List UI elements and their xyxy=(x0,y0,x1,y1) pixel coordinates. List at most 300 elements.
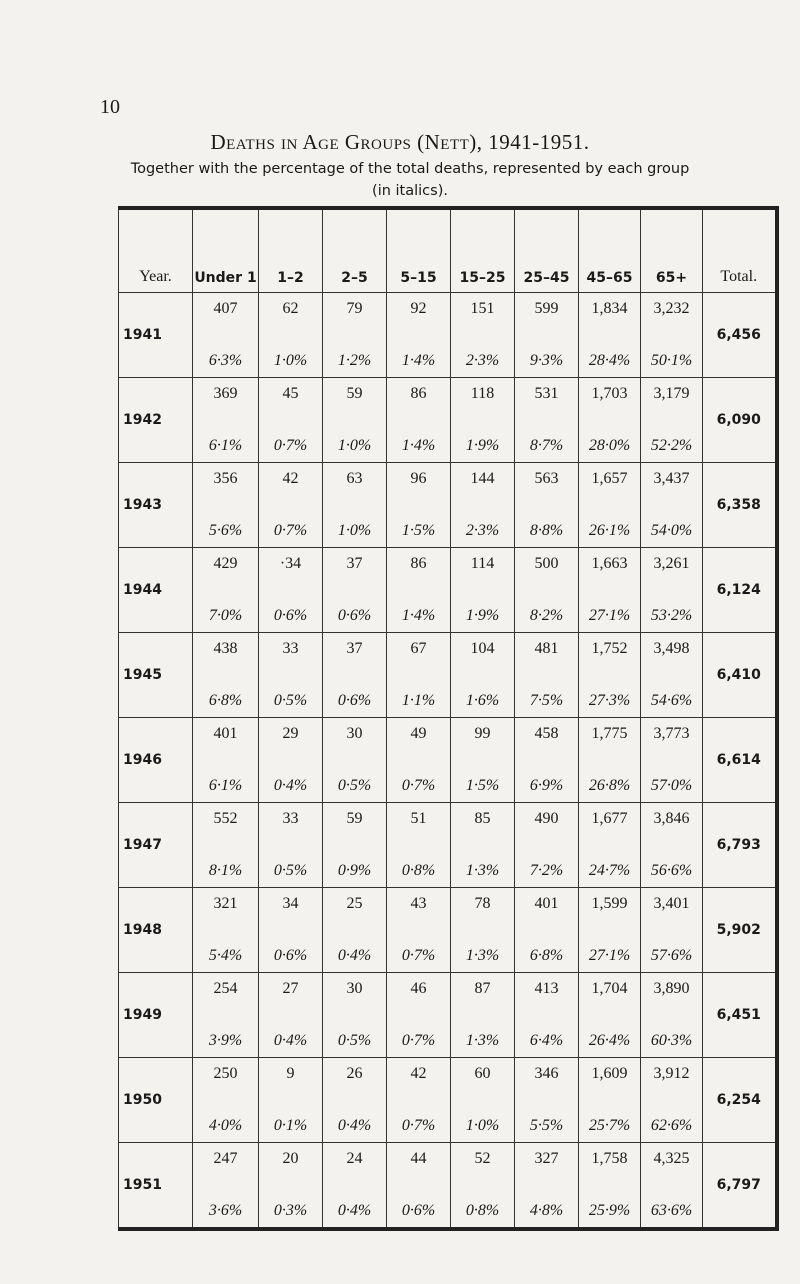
death-count: 254 xyxy=(213,980,238,997)
death-count: 29 xyxy=(282,725,299,742)
data-cell xyxy=(451,463,515,548)
death-percentage: 0·4% xyxy=(273,1032,308,1049)
data-cell xyxy=(579,633,641,718)
data-cell xyxy=(515,548,579,633)
death-percentage: 0·7% xyxy=(401,947,436,964)
death-count: 1,704 xyxy=(591,980,628,997)
data-cell xyxy=(193,463,259,548)
death-count: 45 xyxy=(282,385,299,402)
death-count: 327 xyxy=(534,1150,559,1167)
death-percentage: 1·1% xyxy=(401,692,436,709)
death-count: 407 xyxy=(213,300,238,317)
death-percentage: 1·0% xyxy=(337,522,372,539)
death-count: 24 xyxy=(346,1150,363,1167)
data-cell xyxy=(259,548,323,633)
death-percentage: 5·6% xyxy=(208,522,243,539)
death-percentage: 3·9% xyxy=(208,1032,243,1049)
data-cell xyxy=(323,1058,387,1143)
data-cell xyxy=(451,293,515,378)
death-count: 42 xyxy=(282,470,299,487)
data-cell xyxy=(641,293,703,378)
death-percentage: 0·7% xyxy=(273,437,308,454)
total-cell: 6,124 xyxy=(703,548,777,633)
table-row xyxy=(119,293,777,378)
header-row xyxy=(119,208,777,293)
death-percentage: 8·8% xyxy=(529,522,564,539)
data-cell xyxy=(515,293,579,378)
death-count: 33 xyxy=(282,640,299,657)
death-count: 1,834 xyxy=(591,300,628,317)
death-count: 37 xyxy=(346,555,363,572)
data-cell xyxy=(259,633,323,718)
death-count: 1,599 xyxy=(591,895,628,912)
data-cell xyxy=(193,293,259,378)
death-percentage: 1·9% xyxy=(465,607,500,624)
death-percentage: 6·4% xyxy=(529,1032,564,1049)
data-cell xyxy=(193,378,259,463)
total-cell: 6,797 xyxy=(703,1143,777,1230)
data-cell xyxy=(579,803,641,888)
data-cell xyxy=(515,718,579,803)
total-cell: 6,410 xyxy=(703,633,777,718)
death-count: 250 xyxy=(213,1065,238,1082)
death-percentage: 0·5% xyxy=(273,862,308,879)
header-year: Year. xyxy=(119,208,193,293)
death-count: 3,846 xyxy=(653,810,690,827)
death-count: 1,663 xyxy=(591,555,628,572)
death-count: 346 xyxy=(534,1065,559,1082)
death-percentage: 0·6% xyxy=(337,692,372,709)
death-percentage: 56·6% xyxy=(650,862,693,879)
data-cell xyxy=(641,803,703,888)
data-cell xyxy=(451,973,515,1058)
data-cell xyxy=(451,1058,515,1143)
death-percentage: 1·4% xyxy=(401,607,436,624)
total-cell: 6,793 xyxy=(703,803,777,888)
death-percentage: 4·8% xyxy=(529,1202,564,1219)
death-percentage: 0·6% xyxy=(401,1202,436,1219)
death-percentage: 1·0% xyxy=(465,1117,500,1134)
data-cell xyxy=(579,888,641,973)
death-count: 67 xyxy=(410,640,427,657)
death-count: 52 xyxy=(474,1150,491,1167)
death-percentage: 0·6% xyxy=(273,607,308,624)
year-cell: 1950 xyxy=(119,1058,193,1143)
table-row xyxy=(119,378,777,463)
data-cell xyxy=(387,888,451,973)
total-cell: 6,358 xyxy=(703,463,777,548)
death-count: 79 xyxy=(346,300,363,317)
death-percentage: 26·1% xyxy=(588,522,631,539)
data-cell xyxy=(579,1058,641,1143)
death-percentage: 26·8% xyxy=(588,777,631,794)
data-cell xyxy=(451,718,515,803)
death-count: 563 xyxy=(534,470,559,487)
death-percentage: 6·8% xyxy=(208,692,243,709)
death-count: 3,261 xyxy=(653,555,690,572)
death-percentage: 24·7% xyxy=(588,862,631,879)
data-cell xyxy=(259,463,323,548)
death-count: 118 xyxy=(470,385,495,402)
death-percentage: 28·4% xyxy=(588,352,631,369)
death-count: 87 xyxy=(474,980,491,997)
death-count: 1,657 xyxy=(591,470,628,487)
table-row xyxy=(119,888,777,973)
table-row xyxy=(119,718,777,803)
death-count: 51 xyxy=(410,810,427,827)
death-count: 599 xyxy=(534,300,559,317)
data-cell xyxy=(641,718,703,803)
death-count: 30 xyxy=(346,725,363,742)
death-percentage: 63·6% xyxy=(650,1202,693,1219)
death-percentage: 7·0% xyxy=(208,607,243,624)
page-number: 10 xyxy=(100,96,120,118)
death-count: 438 xyxy=(213,640,238,657)
header-2-5: 2–5 xyxy=(323,208,387,293)
death-percentage: 53·2% xyxy=(650,607,693,624)
data-cell xyxy=(323,293,387,378)
year-cell: 1941 xyxy=(119,293,193,378)
data-cell xyxy=(451,1143,515,1230)
data-cell xyxy=(515,463,579,548)
death-percentage: 2·3% xyxy=(465,352,500,369)
data-cell xyxy=(515,1143,579,1230)
subtitle-line-2: (in italics). xyxy=(372,183,448,199)
subtitle xyxy=(100,158,720,202)
header-15-25: 15–25 xyxy=(451,208,515,293)
death-count: 34 xyxy=(282,895,299,912)
data-cell xyxy=(193,548,259,633)
death-count: 42 xyxy=(410,1065,427,1082)
data-cell xyxy=(451,378,515,463)
death-percentage: 1·2% xyxy=(337,352,372,369)
data-cell xyxy=(579,293,641,378)
death-count: 1,703 xyxy=(591,385,628,402)
death-percentage: 50·1% xyxy=(650,352,693,369)
death-count: 500 xyxy=(534,555,559,572)
death-percentage: 25·9% xyxy=(588,1202,631,1219)
death-percentage: 27·3% xyxy=(588,692,631,709)
header-25-45: 25–45 xyxy=(515,208,579,293)
death-count: 3,401 xyxy=(653,895,690,912)
data-cell xyxy=(259,973,323,1058)
death-percentage: 7·2% xyxy=(529,862,564,879)
data-cell xyxy=(641,463,703,548)
data-cell xyxy=(641,548,703,633)
data-cell xyxy=(387,378,451,463)
death-count: 369 xyxy=(213,385,238,402)
death-count: 37 xyxy=(346,640,363,657)
death-percentage: 6·3% xyxy=(208,352,243,369)
death-percentage: 0·7% xyxy=(273,522,308,539)
death-percentage: 4·0% xyxy=(208,1117,243,1134)
death-count: 26 xyxy=(346,1065,363,1082)
data-cell xyxy=(323,633,387,718)
death-count: 3,232 xyxy=(653,300,690,317)
death-percentage: 8·2% xyxy=(529,607,564,624)
death-percentage: 52·2% xyxy=(650,437,693,454)
death-percentage: 0·9% xyxy=(337,862,372,879)
death-count: 114 xyxy=(470,555,495,572)
death-percentage: 2·3% xyxy=(465,522,500,539)
year-cell: 1947 xyxy=(119,803,193,888)
death-percentage: 1·9% xyxy=(465,437,500,454)
data-cell xyxy=(323,1143,387,1230)
death-percentage: 0·6% xyxy=(337,607,372,624)
death-count: 86 xyxy=(410,555,427,572)
death-count: 321 xyxy=(213,895,238,912)
table-row xyxy=(119,1143,777,1230)
death-count: 1,677 xyxy=(591,810,628,827)
death-percentage: 0·8% xyxy=(465,1202,500,1219)
death-count: 490 xyxy=(534,810,559,827)
data-cell xyxy=(579,973,641,1058)
data-cell xyxy=(641,1143,703,1230)
death-percentage: 9·3% xyxy=(529,352,564,369)
death-count: 63 xyxy=(346,470,363,487)
death-count: 85 xyxy=(474,810,491,827)
data-cell xyxy=(515,633,579,718)
death-count: 33 xyxy=(282,810,299,827)
data-cell xyxy=(515,888,579,973)
death-count: 401 xyxy=(213,725,238,742)
death-percentage: 3·6% xyxy=(208,1202,243,1219)
death-count: 27 xyxy=(282,980,299,997)
data-cell xyxy=(323,973,387,1058)
death-count: 46 xyxy=(410,980,427,997)
death-count: 43 xyxy=(410,895,427,912)
death-percentage: 26·4% xyxy=(588,1032,631,1049)
header-45-65: 45–65 xyxy=(579,208,641,293)
header-under-1: Under 1 xyxy=(193,208,259,293)
death-percentage: 1·4% xyxy=(401,352,436,369)
data-cell xyxy=(579,463,641,548)
death-count: 429 xyxy=(213,555,238,572)
death-percentage: 27·1% xyxy=(588,947,631,964)
death-count: 20 xyxy=(282,1150,299,1167)
death-percentage: 6·8% xyxy=(529,947,564,964)
table-row xyxy=(119,803,777,888)
data-cell xyxy=(259,803,323,888)
death-count: 3,773 xyxy=(653,725,690,742)
death-count: 59 xyxy=(346,385,363,402)
data-cell xyxy=(387,633,451,718)
death-percentage: 6·1% xyxy=(208,437,243,454)
data-cell xyxy=(323,803,387,888)
data-cell xyxy=(387,293,451,378)
death-count: 151 xyxy=(470,300,495,317)
death-percentage: 8·7% xyxy=(529,437,564,454)
data-cell xyxy=(193,718,259,803)
death-count: 44 xyxy=(410,1150,427,1167)
year-cell: 1948 xyxy=(119,888,193,973)
death-count: 531 xyxy=(534,385,559,402)
death-count: 458 xyxy=(534,725,559,742)
year-cell: 1943 xyxy=(119,463,193,548)
death-count: 92 xyxy=(410,300,427,317)
data-cell xyxy=(193,1058,259,1143)
data-cell xyxy=(259,718,323,803)
data-cell xyxy=(579,548,641,633)
death-percentage: 0·5% xyxy=(273,692,308,709)
death-percentage: 62·6% xyxy=(650,1117,693,1134)
death-count: 144 xyxy=(470,470,495,487)
death-count: 3,179 xyxy=(653,385,690,402)
data-cell xyxy=(323,548,387,633)
data-cell xyxy=(579,718,641,803)
table-row xyxy=(119,633,777,718)
header-65-plus: 65+ xyxy=(641,208,703,293)
death-count: 1,775 xyxy=(591,725,628,742)
data-cell xyxy=(451,633,515,718)
table-row xyxy=(119,548,777,633)
header-total: Total. xyxy=(703,208,777,293)
data-cell xyxy=(641,1058,703,1143)
data-cell xyxy=(451,888,515,973)
death-count: 59 xyxy=(346,810,363,827)
death-percentage: 57·0% xyxy=(650,777,693,794)
death-percentage: 1·4% xyxy=(401,437,436,454)
death-percentage: 0·5% xyxy=(337,777,372,794)
data-cell xyxy=(387,803,451,888)
data-cell xyxy=(387,718,451,803)
death-percentage: 54·0% xyxy=(650,522,693,539)
data-cell xyxy=(515,803,579,888)
total-cell: 6,456 xyxy=(703,293,777,378)
death-percentage: 8·1% xyxy=(208,862,243,879)
data-cell xyxy=(579,1143,641,1230)
death-percentage: 25·7% xyxy=(588,1117,631,1134)
total-cell: 6,090 xyxy=(703,378,777,463)
death-percentage: 0·5% xyxy=(337,1032,372,1049)
data-cell xyxy=(259,378,323,463)
death-percentage: 1·0% xyxy=(337,437,372,454)
death-count: 9 xyxy=(286,1065,295,1082)
data-cell xyxy=(193,633,259,718)
subtitle-line-1: Together with the percentage of the total deaths, represented by each group xyxy=(130,161,690,177)
death-percentage: 1·3% xyxy=(465,862,500,879)
data-cell xyxy=(515,1058,579,1143)
header-5-15: 5–15 xyxy=(387,208,451,293)
death-percentage: 0·7% xyxy=(401,1117,436,1134)
data-cell xyxy=(387,548,451,633)
data-cell xyxy=(387,463,451,548)
death-percentage: 0·3% xyxy=(273,1202,308,1219)
death-count: 247 xyxy=(213,1150,238,1167)
death-count: 1,752 xyxy=(591,640,628,657)
death-count: 1,609 xyxy=(591,1065,628,1082)
year-cell: 1951 xyxy=(119,1143,193,1230)
data-cell xyxy=(323,463,387,548)
death-count: 356 xyxy=(213,470,238,487)
death-percentage: 60·3% xyxy=(650,1032,693,1049)
death-percentage: 0·7% xyxy=(401,1032,436,1049)
year-cell: 1944 xyxy=(119,548,193,633)
total-cell: 5,902 xyxy=(703,888,777,973)
death-count: 99 xyxy=(474,725,491,742)
data-cell xyxy=(323,718,387,803)
table-row xyxy=(119,463,777,548)
death-count: 413 xyxy=(534,980,559,997)
year-cell: 1946 xyxy=(119,718,193,803)
deaths-table xyxy=(118,206,779,1231)
data-cell xyxy=(387,1143,451,1230)
death-count: 552 xyxy=(213,810,238,827)
death-count: 3,890 xyxy=(653,980,690,997)
table-row xyxy=(119,1058,777,1143)
death-percentage: 5·5% xyxy=(529,1117,564,1134)
data-cell xyxy=(259,1143,323,1230)
death-count: ·34 xyxy=(279,555,302,572)
data-cell xyxy=(193,888,259,973)
death-percentage: 7·5% xyxy=(529,692,564,709)
death-percentage: 5·4% xyxy=(208,947,243,964)
death-count: 4,325 xyxy=(653,1150,690,1167)
death-percentage: 27·1% xyxy=(588,607,631,624)
death-percentage: 0·7% xyxy=(401,777,436,794)
death-count: 3,498 xyxy=(653,640,690,657)
death-count: 3,437 xyxy=(653,470,690,487)
page-title: Deaths in Age Groups (Nett), 1941-1951. xyxy=(210,130,590,154)
death-percentage: 0·6% xyxy=(273,947,308,964)
data-cell xyxy=(641,973,703,1058)
data-cell xyxy=(323,888,387,973)
data-cell xyxy=(259,293,323,378)
death-percentage: 1·5% xyxy=(401,522,436,539)
data-cell xyxy=(451,803,515,888)
year-cell: 1949 xyxy=(119,973,193,1058)
death-count: 25 xyxy=(346,895,363,912)
data-cell xyxy=(641,378,703,463)
death-percentage: 0·4% xyxy=(337,947,372,964)
death-count: 49 xyxy=(410,725,427,742)
death-percentage: 57·6% xyxy=(650,947,693,964)
death-count: 62 xyxy=(282,300,299,317)
death-percentage: 0·1% xyxy=(273,1117,308,1134)
data-cell xyxy=(451,548,515,633)
death-percentage: 1·3% xyxy=(465,1032,500,1049)
year-cell: 1942 xyxy=(119,378,193,463)
death-percentage: 0·8% xyxy=(401,862,436,879)
data-cell xyxy=(641,633,703,718)
death-count: 104 xyxy=(470,640,495,657)
data-cell xyxy=(193,973,259,1058)
total-cell: 6,614 xyxy=(703,718,777,803)
data-cell xyxy=(515,378,579,463)
death-count: 86 xyxy=(410,385,427,402)
death-percentage: 28·0% xyxy=(588,437,631,454)
death-percentage: 1·6% xyxy=(465,692,500,709)
data-cell xyxy=(193,1143,259,1230)
data-cell xyxy=(641,888,703,973)
death-count: 401 xyxy=(534,895,559,912)
death-percentage: 0·4% xyxy=(337,1202,372,1219)
death-count: 1,758 xyxy=(591,1150,628,1167)
death-percentage: 1·0% xyxy=(273,352,308,369)
death-percentage: 6·9% xyxy=(529,777,564,794)
death-count: 481 xyxy=(534,640,559,657)
data-cell xyxy=(387,1058,451,1143)
death-percentage: 1·5% xyxy=(465,777,500,794)
year-cell: 1945 xyxy=(119,633,193,718)
death-count: 3,912 xyxy=(653,1065,690,1082)
death-percentage: 0·4% xyxy=(337,1117,372,1134)
table-row xyxy=(119,973,777,1058)
data-cell xyxy=(259,1058,323,1143)
death-count: 30 xyxy=(346,980,363,997)
total-cell: 6,451 xyxy=(703,973,777,1058)
header-1-2: 1–2 xyxy=(259,208,323,293)
